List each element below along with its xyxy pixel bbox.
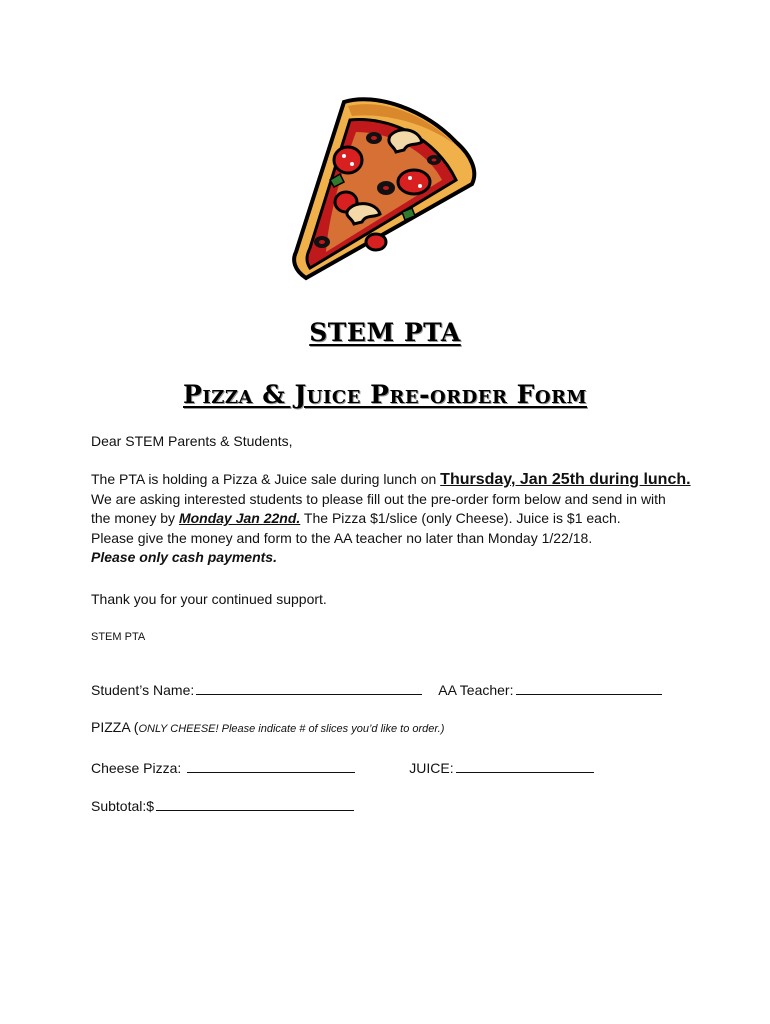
- student-name-label: Student’s Name:: [91, 682, 195, 698]
- aa-teacher-label: AA Teacher:: [438, 682, 514, 698]
- subtotal-row: [91, 796, 354, 814]
- juice-field[interactable]: [456, 758, 594, 773]
- cheese-pizza-label: Cheese Pizza:: [91, 760, 182, 776]
- thanks-line: Thank you for your continued support.: [91, 591, 327, 607]
- subtotal-field[interactable]: [156, 796, 354, 811]
- request-line: We are asking interested students to please fill out the pre-order form below and send in with: [91, 490, 666, 507]
- deadline-date: Monday Jan 22nd.: [178, 510, 301, 526]
- info-paragraph: [91, 470, 711, 568]
- pizza-slice-icon: [286, 92, 482, 284]
- student-name-field[interactable]: [196, 680, 422, 695]
- instructions-line: Please give the money and form to the AA teacher no later than Monday 1/22/18.: [91, 529, 593, 546]
- signature: STEM PTA: [91, 631, 146, 643]
- form-title: Pizza & Juice Pre-order Form: [183, 380, 587, 409]
- name-teacher-row: [91, 680, 662, 698]
- subtotal-label: Subtotal:$: [91, 798, 155, 814]
- greeting: Dear STEM Parents & Students,: [91, 433, 293, 449]
- org-title: STEM PTA: [309, 318, 461, 347]
- pizza-header-row: [91, 719, 444, 735]
- cheese-pizza-field[interactable]: [187, 758, 355, 773]
- pizza-label: PIZZA (: [91, 719, 139, 735]
- juice-label: JUICE:: [409, 760, 454, 776]
- sale-date: Thursday, Jan 25th during lunch.: [440, 471, 691, 488]
- pizza-note: ONLY CHEESE! Please indicate # of slices you’d like to order.): [138, 723, 445, 735]
- deadline-intro: the money by: [91, 510, 179, 526]
- price-line: The Pizza $1/slice (only Cheese). Juice is $1 each.: [300, 510, 621, 526]
- quantity-row: [91, 758, 594, 776]
- cash-note: Please only cash payments.: [91, 549, 277, 565]
- sale-intro: The PTA is holding a Pizza & Juice sale during lunch on: [91, 471, 441, 487]
- aa-teacher-field[interactable]: [516, 680, 662, 695]
